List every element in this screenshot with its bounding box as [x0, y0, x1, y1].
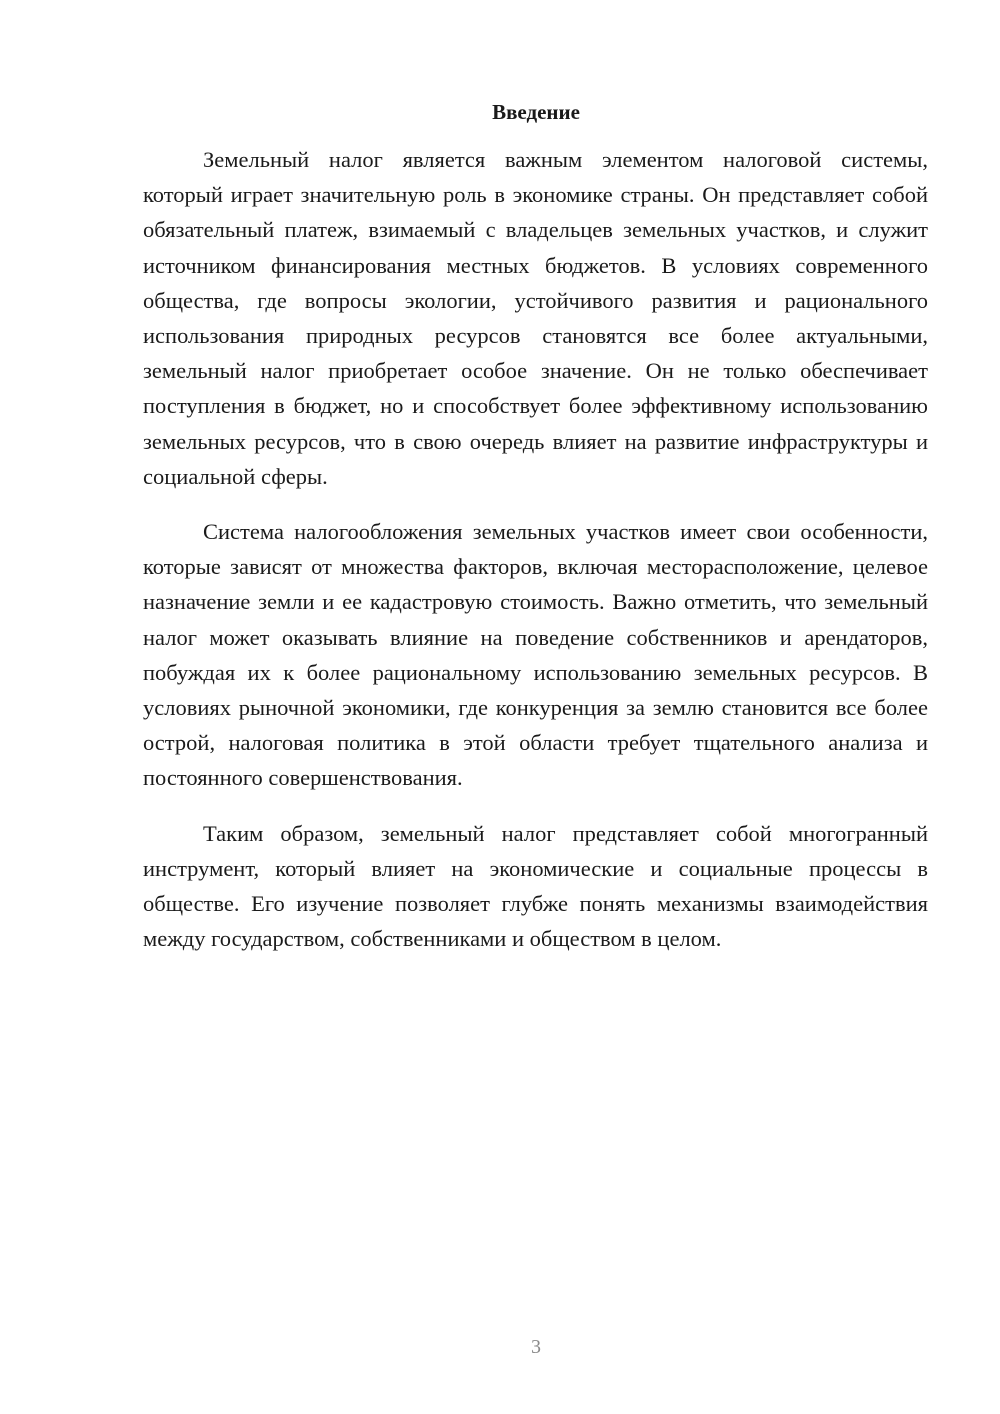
paragraph-2: Система налогообложения земельных участков имеет свои особенности, которые зависят от множества факторов, включая месторасположение, целевое назначение земли и ее кадастровую стоимость. Важно отметить, что земельный налог может оказывать влияние на поведение собственников и арендаторов, побуждая их к более рациональному использованию земельных ресурсов. В условиях рыночной экономики, где конкуренция за землю становится все более острой, налоговая политика в этой области требует тщательного анализа и постоянного совершенствования. — [143, 519, 928, 791]
paragraph-1: Земельный налог является важным элементом налоговой системы, который играет значительную роль в экономике страны. Он представляет собой обязательный платеж, взимаемый с владельцев земельных участков, и служит источником финансирования местных бюджетов. В условиях современного общества, где вопросы экологии, устойчивого развития и рационального использования природных ресурсов становятся все более актуальными, земельный налог приобретает особое значение. Он не только обеспечивает поступления в бюджет, но и способствует более эффективному использованию земельных ресурсов, что в свою очередь влияет на развитие инфраструктуры и социальной сферы. — [143, 147, 928, 489]
section-title: Введение — [492, 100, 580, 124]
paragraph-3: Таким образом, земельный налог представляет собой многогранный инструмент, который влияет на экономические и социальные процессы в обществе. Его изучение позволяет глубже понять механизмы взаимодействия между государством, собственниками и обществом в целом. — [143, 820, 928, 952]
page-number: 3 — [531, 1336, 541, 1358]
body-text — [143, 142, 928, 956]
